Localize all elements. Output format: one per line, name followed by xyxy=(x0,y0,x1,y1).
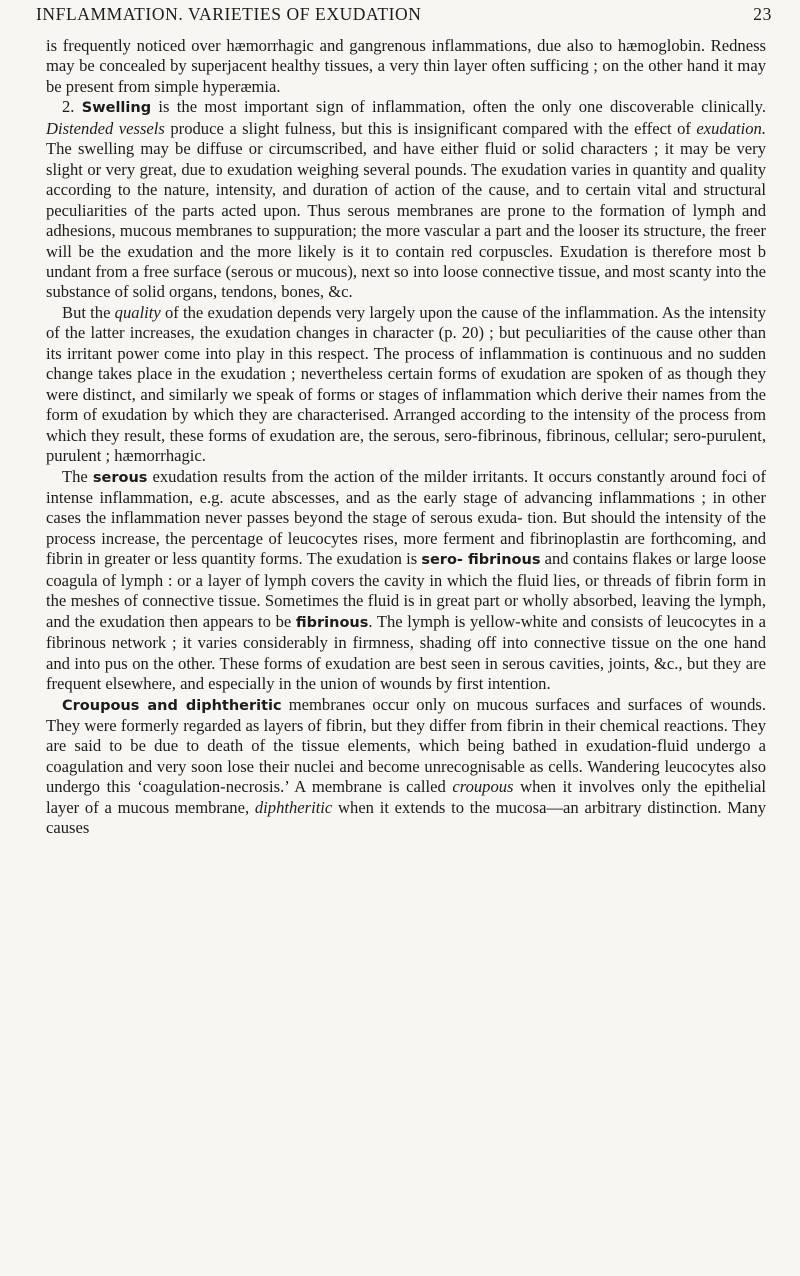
body-text xyxy=(46,36,766,839)
paragraph xyxy=(46,467,766,695)
text-run: when it extends to the mucosa—an arbitrary distinction. Many causes xyxy=(46,797,766,838)
bold-term: fibrinous xyxy=(295,614,369,631)
italic-term: quality xyxy=(114,302,161,322)
italic-term: croupous xyxy=(452,777,514,797)
text-run: exudation results from the action of the milder irritants. It occurs constantly around foci of intense inflammation, e.g. acute abscesses, and as the early stage of advancing inflammations ; in other cases the inflammation never passes beyond the stage of serous exuda- tion. But should the intensity of the process increase, the percentage of leucocytes rises, more ferment and fibrinoplastin are forthcoming, and fibrin in greater or less quantity forms. The exudation is xyxy=(46,466,767,569)
text-run: The xyxy=(62,466,93,486)
running-header xyxy=(36,4,772,30)
paragraph xyxy=(46,97,766,303)
running-title: INFLAMMATION. VARIETIES OF EXUDATION xyxy=(36,4,422,24)
bold-term: Swelling xyxy=(81,100,152,117)
page-number: 23 xyxy=(753,4,772,24)
text-run: produce a slight fulness, but this is insignificant compared with the effect of xyxy=(164,118,697,138)
text-run: membranes occur only on mucous surfaces and surfaces of wounds. They were formerly regarded as layers of fibrin, but they differ from fibrin in their chemical reactions. They are said to be due to death of the tissue elements, which being bathed in exudation-fluid undergo a coagulation and very soon lose their nuclei and become unrecognisable as cells. Wandering leucocytes also undergo this ‘coagulation-necrosis.’ A membrane is called xyxy=(46,694,766,797)
paragraph xyxy=(46,695,766,839)
text-run: is the most important sign of inflammation, often the only one discoverable clinically. xyxy=(151,97,766,117)
bold-term: serous xyxy=(92,469,148,486)
italic-term: diphtheritic xyxy=(254,797,333,817)
text-run: But the xyxy=(62,302,115,322)
italic-term: exudation. xyxy=(696,118,766,138)
bold-term: Croupous and diphtheritic xyxy=(62,697,282,714)
paragraph xyxy=(46,303,766,467)
italic-term: Distended vessels xyxy=(46,118,165,138)
text-run: when it involves only the epithelial layer of a mucous membrane, xyxy=(46,777,766,817)
text-run: of the exudation depends very largely upon the cause of the inflammation. As the intensity of the latter increases, the exudation changes in character (p. 20) ; but peculiarities of the cause other than its irritant power come into play in this respect. The process of inflammation is continuous and no sudden change takes place in the exudation ; nevertheless certain forms of exudation are spoken of as though they were distinct, and similarly we speak of forms or stages of inflammation which derive their names from the form of exudation by which they are characterised. Arranged according to the intensity of the process from which they result, these forms of exudation are, the serous, sero-fibrinous, fibrinous, cellular; sero-purulent, purulent ; hæmorrhagic. xyxy=(46,302,766,466)
text-run: . The lymph is yellow-white and consists of leucocytes in a fibrinous network ; it varies considerably in firmness, shading off into connective tissue on the one hand and into pus on the other. These forms of exudation are best seen in serous cavities, joints, &c., but they are frequent elsewhere, and especially in the union of wounds by first intention. xyxy=(46,611,766,694)
text-run: The swelling may be diffuse or circumscribed, and have either fluid or solid characters ; it may be very slight or very great, due to exudation weighing several pounds. The exudation varies in quantity and quality according to the nature, intensity, and duration of action of the cause, and to certain vital and structural peculiarities of the parts acted upon. Thus serous membranes are prone to the formation of lymph and adhesions, mucous membranes to suppuration; the more vascular a part and the looser its structure, the freer will be the exudation and the more likely is it to contain red corpuscles. Exudation is therefore most b undant from a free surface (serous or mucous), next so into loose connective tissue, and most scanty into the substance of solid organs, tendons, bones, &c. xyxy=(46,139,766,302)
text-run: 2. xyxy=(62,97,82,117)
paragraph xyxy=(46,36,766,97)
text-run: and contains flakes or large loose coagula of lymph : or a layer of lymph covers the cavity in which the fluid lies, or threads of fibrin form in the meshes of connective tissue. Sometimes the fluid is in great part or wholly absorbed, leaving the lymph, and the exudation then appears to be xyxy=(46,549,766,631)
bold-term: sero- fibrinous xyxy=(421,552,541,569)
text-run: is frequently noticed over hæmorrhagic and gangrenous inflammations, due also to hæmoglobin. Redness may be concealed by superjacent healthy tissues, a very thin layer often sufficing ; on the other hand it may be present from simple hyperæmia. xyxy=(46,36,766,96)
